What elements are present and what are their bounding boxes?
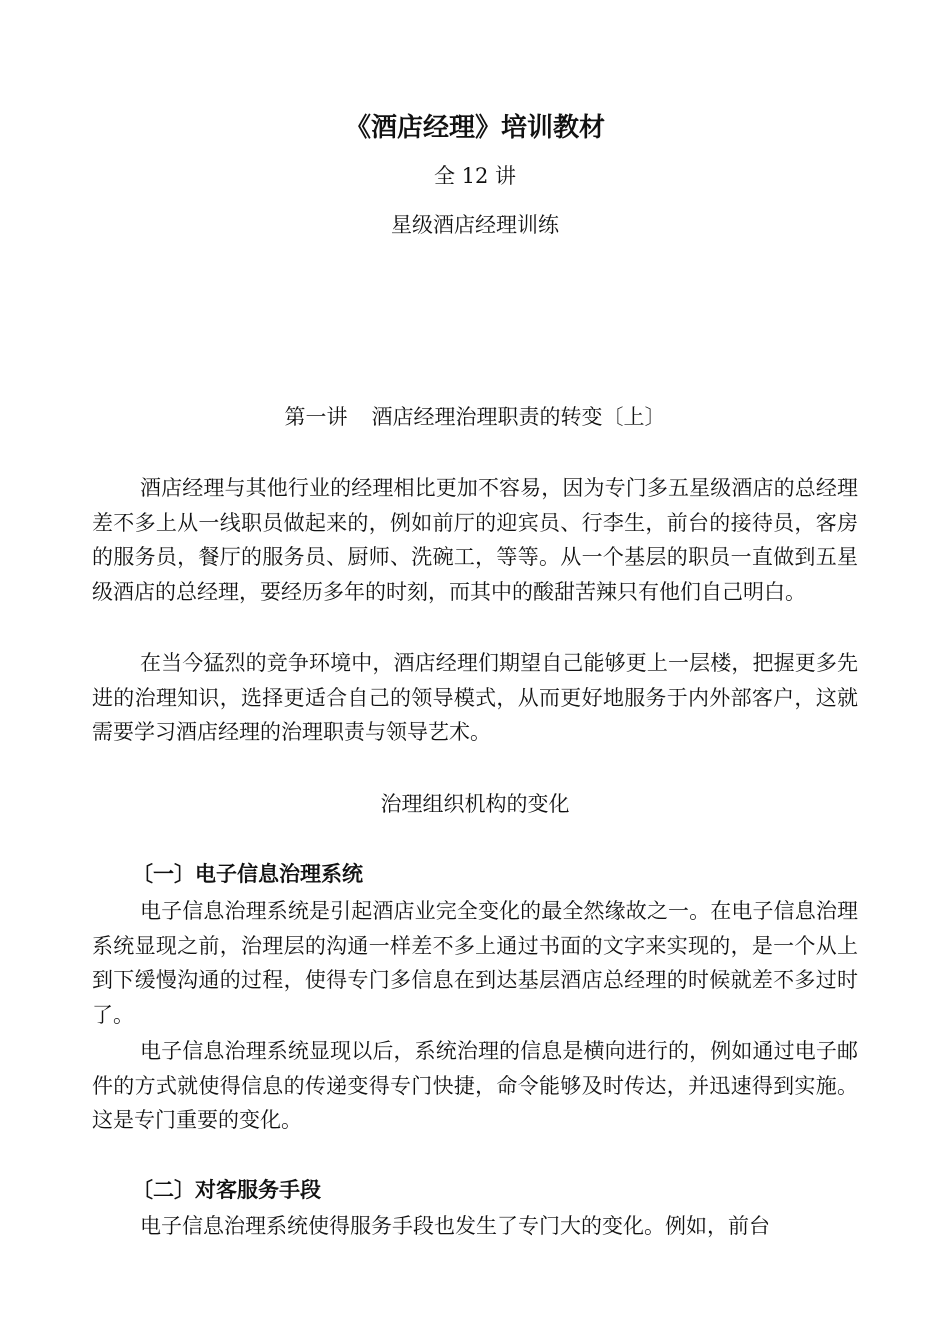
subsection-heading: 〔一〕电子信息治理系统 — [132, 862, 363, 886]
chapter-heading — [0, 401, 950, 433]
body-paragraph: 电子信息治理系统显现以后，系统治理的信息是横向进行的，例如通过电子邮件的方式就使得信息的传递变得专门快捷，命令能够及时传达，并迅速得到实施。这是专门重要的变化。 — [92, 1039, 858, 1132]
body-paragraph: 电子信息治理系统是引起酒店业完全变化的最全然缘故之一。在电子信息治理系统显现之前，治理层的沟通一样差不多上通过书面的文字来实现的，是一个从上到下缓慢沟通的过程，使得专门多信息在到达基层酒店总经理的时候就差不多过时了。 — [92, 899, 858, 1027]
document-title: 《酒店经理》培训教材 — [344, 113, 605, 143]
body-paragraph: 电子信息治理系统使得服务手段也发生了专门大的变化。例如，前台 — [140, 1214, 770, 1238]
body-paragraph: 在当今猛烈的竞争环境中，酒店经理们期望自己能够更上一层楼，把握更多先进的治理知识，选择更适合自己的领导模式，从而更好地服务于内外部客户，这就需要学习酒店经理的治理职责与领导艺术。 — [92, 651, 858, 744]
document-subtitle: 全 12 讲 — [433, 164, 517, 188]
document-subtitle-secondary: 星级酒店经理训练 — [391, 213, 559, 237]
section-title: 治理组织机构的变化 — [380, 792, 570, 816]
body-paragraph: 酒店经理与其他行业的经理相比更加不容易，因为专门多五星级酒店的总经理差不多上从一线职员做起来的，例如前厅的迎宾员、行李生，前台的接待员，客房的服务员，餐厅的服务员、厨师、洗碗工，等等。从一个基层的职员一直做到五星级酒店的总经理，要经历多年的时刻，而其中的酸甜苦辣只有他们自己明白。 — [92, 476, 858, 604]
subsection-heading: 〔二〕对客服务手段 — [132, 1178, 321, 1202]
chapter-name: 酒店经理治理职责的转变〔上〕 — [371, 405, 666, 429]
chapter-number: 第一讲 — [284, 405, 348, 429]
